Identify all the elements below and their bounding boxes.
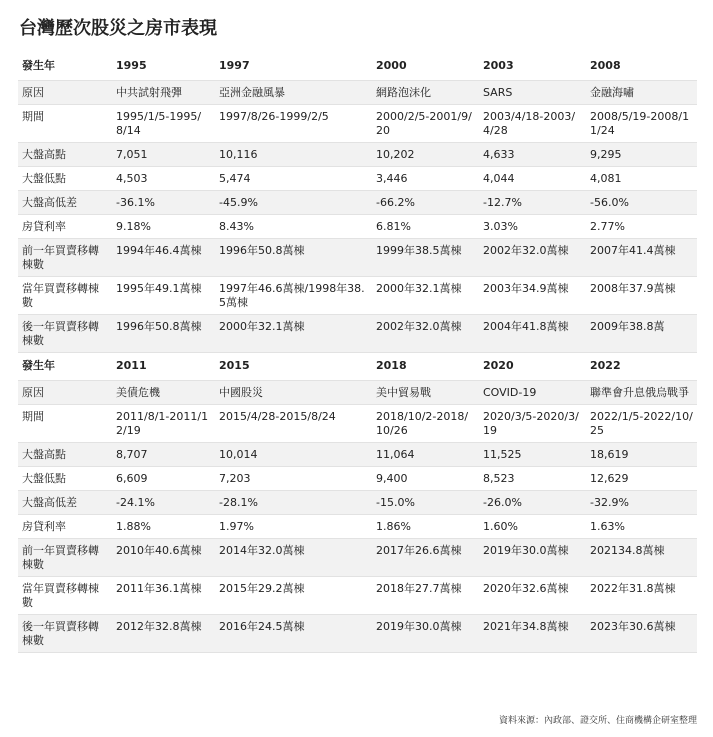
value-cell: 3.03%	[479, 215, 586, 239]
value-cell: 2019年30.0萬棟	[479, 539, 586, 577]
value-cell: 2002年32.0萬棟	[479, 239, 586, 277]
value-cell: 3,446	[372, 167, 479, 191]
row-label-cell: 後一年買賣移轉棟數	[18, 315, 112, 353]
table-row	[18, 539, 697, 577]
value-cell: 7,051	[112, 143, 215, 167]
value-cell: 2015年29.2萬棟	[215, 577, 372, 615]
value-cell: 2003年34.9萬棟	[479, 277, 586, 315]
value-cell: 2008年37.9萬棟	[586, 277, 697, 315]
table-row	[18, 491, 697, 515]
row-label-cell: 房貸利率	[18, 215, 112, 239]
table-row	[18, 577, 697, 615]
value-cell: 2008/5/19-2008/11/24	[586, 105, 697, 143]
year-header-cell: 2022	[586, 353, 697, 381]
value-cell: -28.1%	[215, 491, 372, 515]
table-row	[18, 191, 697, 215]
row-label-cell: 房貸利率	[18, 515, 112, 539]
value-cell: 2000年32.1萬棟	[372, 277, 479, 315]
value-cell: 10,014	[215, 443, 372, 467]
row-label-cell: 當年買賣移轉棟數	[18, 277, 112, 315]
value-cell: 4,044	[479, 167, 586, 191]
value-cell: 1997年46.6萬棟/1998年38.5萬棟	[215, 277, 372, 315]
value-cell: 2018年27.7萬棟	[372, 577, 479, 615]
year-header-cell: 2000	[372, 53, 479, 81]
table-row	[18, 215, 697, 239]
value-cell: 2003/4/18-2003/4/28	[479, 105, 586, 143]
value-cell: 2012年32.8萬棟	[112, 615, 215, 653]
value-cell: 2015/4/28-2015/8/24	[215, 405, 372, 443]
year-header-cell: 2018	[372, 353, 479, 381]
value-cell: 2022/1/5-2022/10/25	[586, 405, 697, 443]
value-cell: 2023年30.6萬棟	[586, 615, 697, 653]
value-cell: 10,202	[372, 143, 479, 167]
value-cell: 美債危機	[112, 381, 215, 405]
row-label-cell: 大盤低點	[18, 167, 112, 191]
value-cell: 2011/8/1-2011/12/19	[112, 405, 215, 443]
value-cell: 美中貿易戰	[372, 381, 479, 405]
table-body	[18, 53, 697, 653]
value-cell: 4,503	[112, 167, 215, 191]
value-cell: -66.2%	[372, 191, 479, 215]
value-cell: -32.9%	[586, 491, 697, 515]
row-label-cell: 原因	[18, 381, 112, 405]
value-cell: 11,525	[479, 443, 586, 467]
value-cell: 2004年41.8萬棟	[479, 315, 586, 353]
row-label-cell: 大盤低點	[18, 467, 112, 491]
table-row	[18, 467, 697, 491]
value-cell: 6,609	[112, 467, 215, 491]
row-label-cell: 大盤高點	[18, 143, 112, 167]
value-cell: -24.1%	[112, 491, 215, 515]
year-header-cell: 2003	[479, 53, 586, 81]
row-label-cell: 前一年買賣移轉棟數	[18, 539, 112, 577]
source-note: 資料來源：內政部、證交所、住商機構企研室整理	[498, 716, 697, 726]
row-label-cell: 大盤高點	[18, 443, 112, 467]
table-row	[18, 105, 697, 143]
value-cell: 1994年46.4萬棟	[112, 239, 215, 277]
value-cell: 2018/10/2-2018/10/26	[372, 405, 479, 443]
value-cell: 2017年26.6萬棟	[372, 539, 479, 577]
value-cell: 2020年32.6萬棟	[479, 577, 586, 615]
value-cell: -56.0%	[586, 191, 697, 215]
value-cell: 2.77%	[586, 215, 697, 239]
table-row	[18, 239, 697, 277]
header-label-cell: 發生年	[18, 353, 112, 381]
value-cell: 2014年32.0萬棟	[215, 539, 372, 577]
table-row	[18, 167, 697, 191]
row-label-cell: 當年買賣移轉棟數	[18, 577, 112, 615]
value-cell: 2021年34.8萬棟	[479, 615, 586, 653]
year-header-cell: 2008	[586, 53, 697, 81]
value-cell: 9,295	[586, 143, 697, 167]
value-cell: 18,619	[586, 443, 697, 467]
value-cell: 2007年41.4萬棟	[586, 239, 697, 277]
value-cell: 中共試射飛彈	[112, 81, 215, 105]
value-cell: 1.88%	[112, 515, 215, 539]
row-label-cell: 期間	[18, 105, 112, 143]
year-header-cell: 1995	[112, 53, 215, 81]
value-cell: COVID-19	[479, 381, 586, 405]
table-row	[18, 515, 697, 539]
header-label-cell: 發生年	[18, 53, 112, 81]
table-row	[18, 443, 697, 467]
value-cell: 5,474	[215, 167, 372, 191]
value-cell: 中國股災	[215, 381, 372, 405]
year-header-cell: 2011	[112, 353, 215, 381]
row-label-cell: 原因	[18, 81, 112, 105]
page-title: 台灣歷次股災之房市表現	[19, 18, 217, 39]
table-row	[18, 81, 697, 105]
value-cell: 12,629	[586, 467, 697, 491]
value-cell: 2000年32.1萬棟	[215, 315, 372, 353]
row-label-cell: 後一年買賣移轉棟數	[18, 615, 112, 653]
value-cell: 2020/3/5-2020/3/19	[479, 405, 586, 443]
value-cell: 2019年30.0萬棟	[372, 615, 479, 653]
value-cell: 4,633	[479, 143, 586, 167]
row-label-cell: 大盤高低差	[18, 191, 112, 215]
value-cell: 4,081	[586, 167, 697, 191]
value-cell: 8,523	[479, 467, 586, 491]
value-cell: 9,400	[372, 467, 479, 491]
year-header-cell: 1997	[215, 53, 372, 81]
value-cell: 1995年49.1萬棟	[112, 277, 215, 315]
row-label-cell: 大盤高低差	[18, 491, 112, 515]
value-cell: 10,116	[215, 143, 372, 167]
row-label-cell: 前一年買賣移轉棟數	[18, 239, 112, 277]
year-header-cell: 2020	[479, 353, 586, 381]
table-row	[18, 277, 697, 315]
year-header-cell: 2015	[215, 353, 372, 381]
table-row	[18, 615, 697, 653]
value-cell: 6.81%	[372, 215, 479, 239]
value-cell: 金融海嘯	[586, 81, 697, 105]
value-cell: 1.97%	[215, 515, 372, 539]
value-cell: 1.63%	[586, 515, 697, 539]
value-cell: SARS	[479, 81, 586, 105]
value-cell: 1.86%	[372, 515, 479, 539]
value-cell: 8,707	[112, 443, 215, 467]
value-cell: 亞洲金融風暴	[215, 81, 372, 105]
table-row	[18, 315, 697, 353]
value-cell: 1.60%	[479, 515, 586, 539]
value-cell: 1996年50.8萬棟	[112, 315, 215, 353]
value-cell: 8.43%	[215, 215, 372, 239]
header-row	[18, 353, 697, 381]
value-cell: -45.9%	[215, 191, 372, 215]
value-cell: 11,064	[372, 443, 479, 467]
stock-crash-housing-table	[18, 53, 697, 653]
header-row	[18, 53, 697, 81]
value-cell: -36.1%	[112, 191, 215, 215]
value-cell: 1997/8/26-1999/2/5	[215, 105, 372, 143]
value-cell: 聯準會升息俄烏戰爭	[586, 381, 697, 405]
value-cell: 9.18%	[112, 215, 215, 239]
value-cell: 2000/2/5-2001/9/20	[372, 105, 479, 143]
value-cell: 202134.8萬棟	[586, 539, 697, 577]
value-cell: 網路泡沫化	[372, 81, 479, 105]
value-cell: 1996年50.8萬棟	[215, 239, 372, 277]
table-row	[18, 381, 697, 405]
table-row	[18, 143, 697, 167]
value-cell: -15.0%	[372, 491, 479, 515]
value-cell: 2022年31.8萬棟	[586, 577, 697, 615]
value-cell: -12.7%	[479, 191, 586, 215]
value-cell: 2010年40.6萬棟	[112, 539, 215, 577]
value-cell: 2009年38.8萬	[586, 315, 697, 353]
value-cell: 7,203	[215, 467, 372, 491]
value-cell: 2011年36.1萬棟	[112, 577, 215, 615]
table-row	[18, 405, 697, 443]
value-cell: -26.0%	[479, 491, 586, 515]
value-cell: 1995/1/5-1995/8/14	[112, 105, 215, 143]
row-label-cell: 期間	[18, 405, 112, 443]
value-cell: 2002年32.0萬棟	[372, 315, 479, 353]
value-cell: 2016年24.5萬棟	[215, 615, 372, 653]
value-cell: 1999年38.5萬棟	[372, 239, 479, 277]
